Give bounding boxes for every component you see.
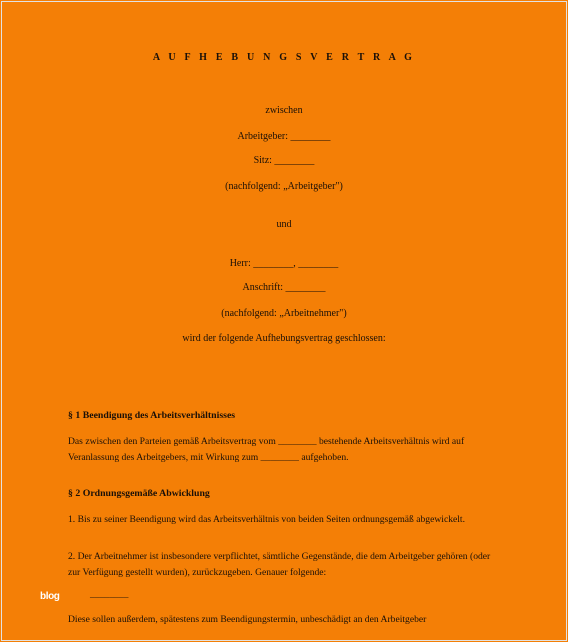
employer-reference: (nachfolgend: „Arbeitgeber")	[225, 181, 343, 192]
employee-reference: (nachfolgend: „Arbeitnehmer")	[221, 308, 347, 319]
section-2-paragraph-1: 1. Bis zu seiner Beendigung wird das Arbeitsverhältnis von beiden Seiten ordnungsgemäß abgewickelt.	[68, 514, 465, 525]
section-1-paragraph: Das zwischen den Parteien gemäß Arbeitsvertrag vom ________ bestehende Arbeitsverhältnis wird auf Veranlassung des Arbeitgebers, mit Wirkung zum ________ aufgehoben.	[68, 436, 465, 463]
section-1-heading: § 1 Beendigung des Arbeitsverhältnisses	[68, 410, 236, 421]
and-text: und	[276, 219, 292, 230]
section-2-paragraph-2: 2. Der Arbeitnehmer ist insbesondere verpflichtet, sämtliche Gegenstände, die dem Arbeitgeber gehören (oder zur Verfügung gestellt wurden), zurückzugeben. Genauer folgende:	[68, 551, 491, 578]
items-blank: ________	[90, 589, 129, 600]
document-title: A U F H E B U N G S V E R T R A G	[152, 52, 416, 63]
employer-line: Arbeitgeber: ________	[237, 131, 331, 142]
section-2-heading: § 2 Ordnungsgemäße Abwicklung	[68, 488, 210, 499]
watermark-logo: blog	[40, 591, 60, 602]
page-frame	[1, 1, 567, 641]
mister-line: Herr: ________, ________	[229, 258, 339, 269]
seat-line: Sitz: ________	[253, 155, 315, 166]
section-2-paragraph-3: Diese sollen außerdem, spätestens zum Beendigungstermin, unbeschädigt an den Arbeitgeber	[68, 614, 427, 625]
address-line: Anschrift: ________	[242, 282, 326, 293]
between-text: zwischen	[265, 105, 303, 116]
closing-line: wird der folgende Aufhebungsvertrag geschlossen:	[182, 333, 386, 344]
